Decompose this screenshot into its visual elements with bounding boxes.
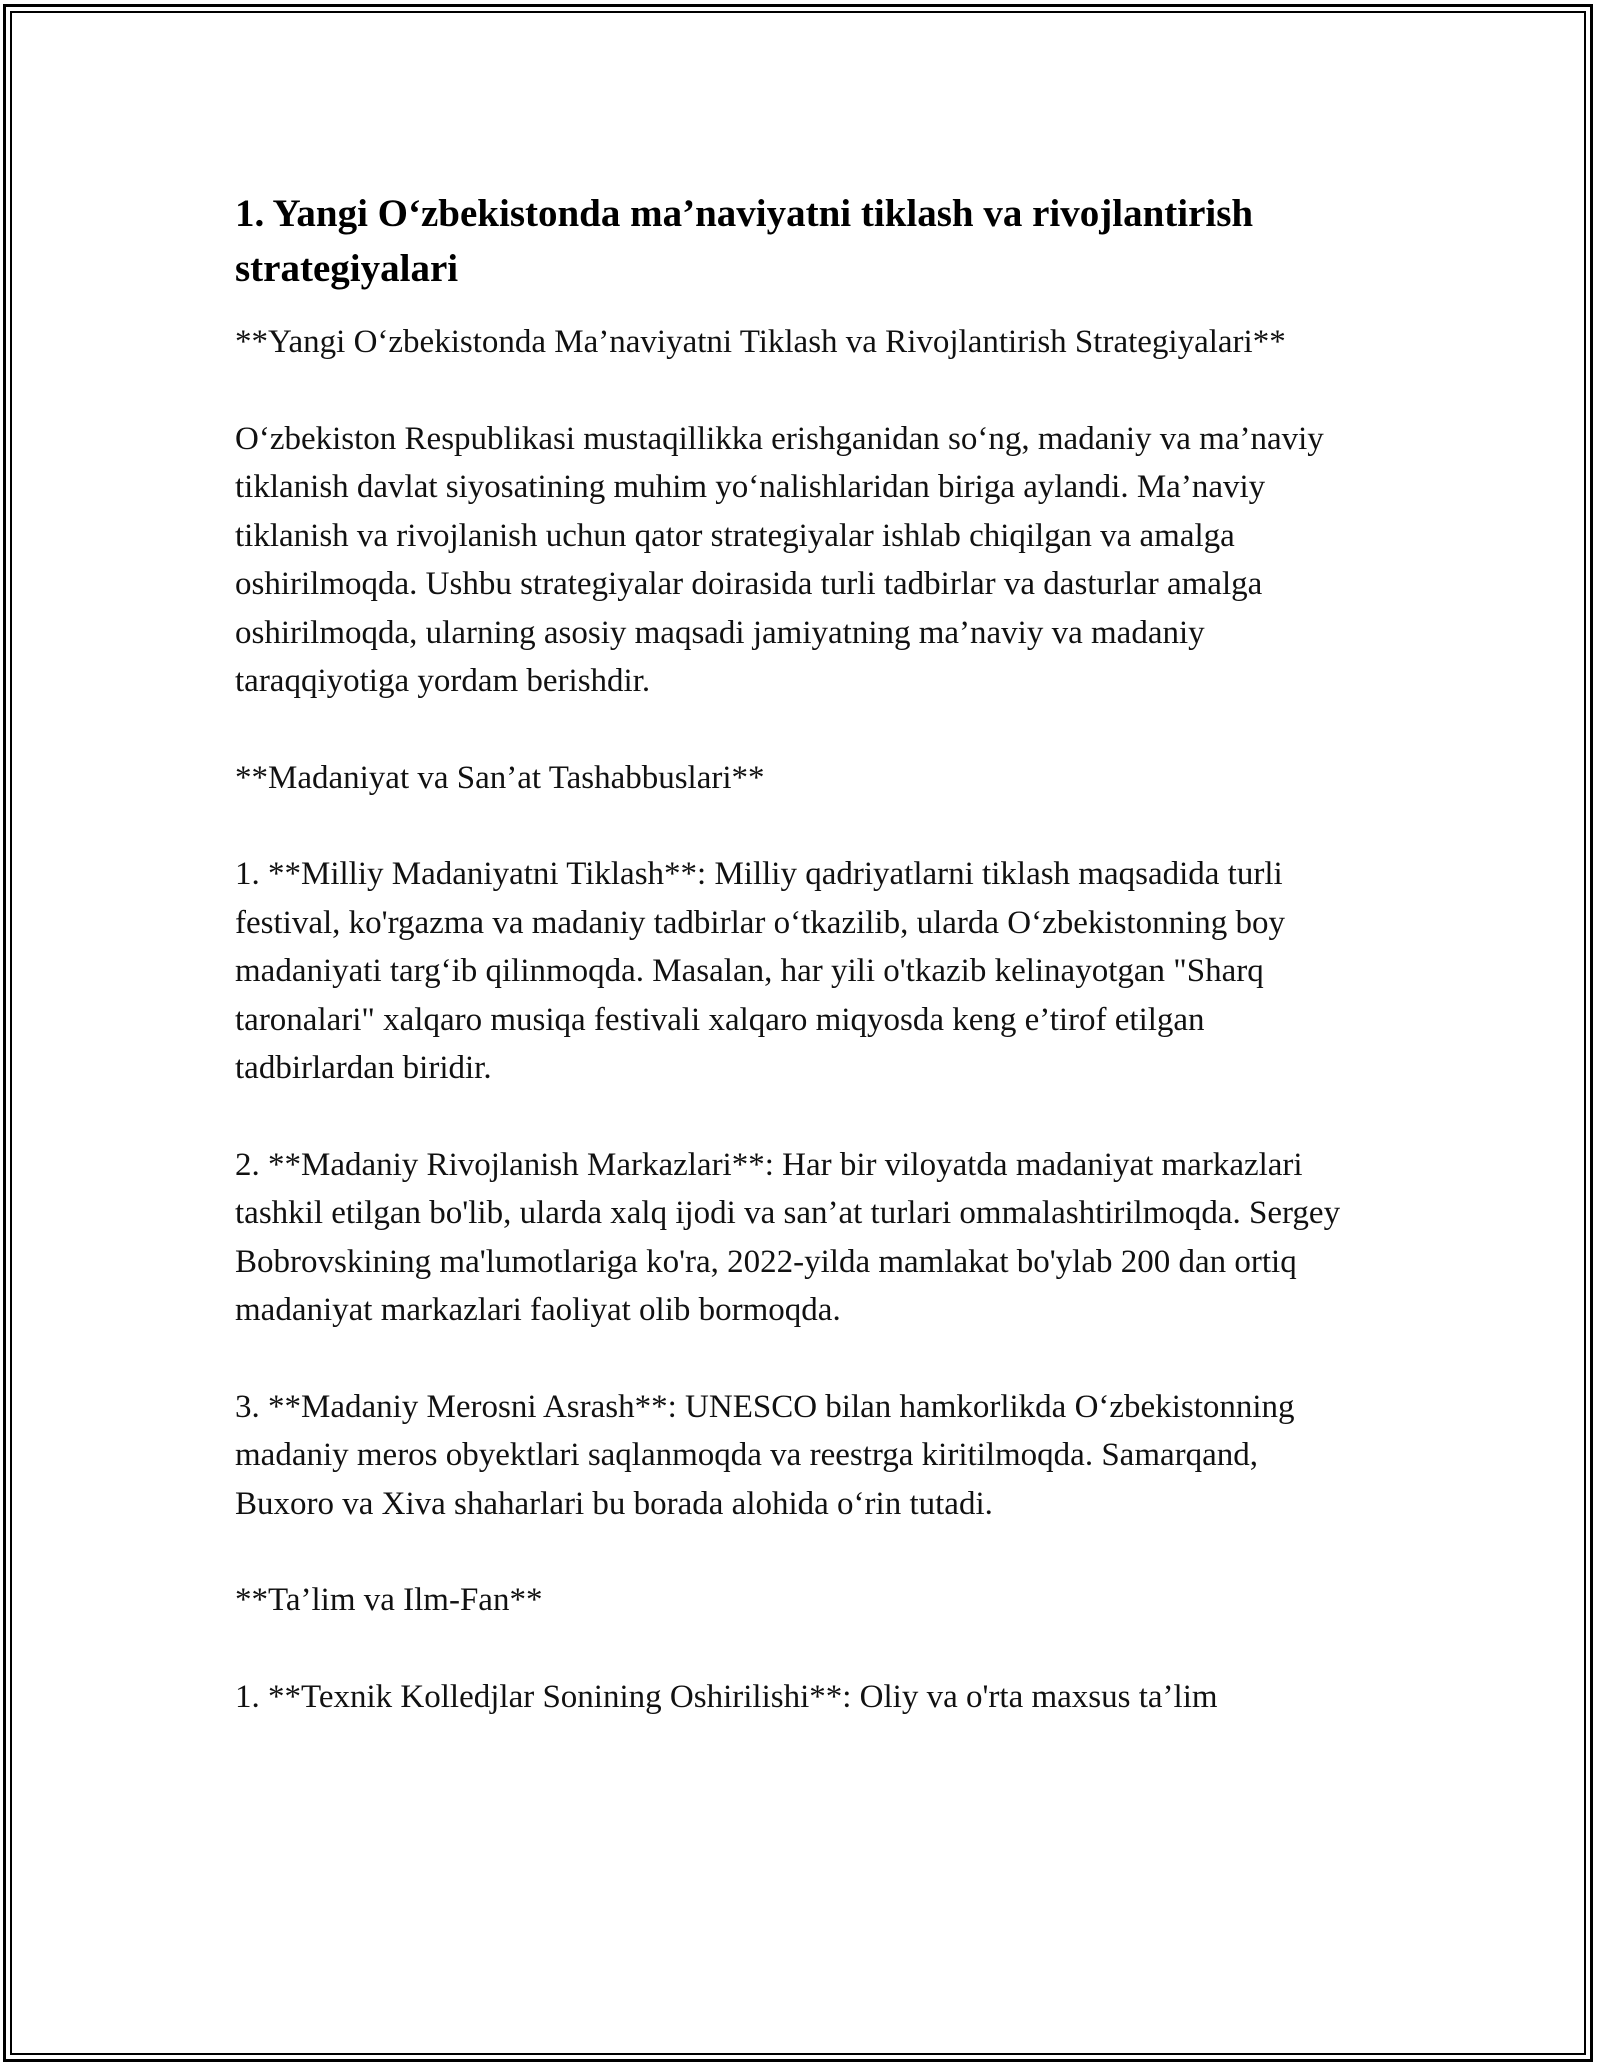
paragraph-heading-education: **Ta’lim va Ilm-Fan** <box>235 1582 543 1618</box>
paragraph-item-colleges: 1. **Texnik Kolledjlar Sonining Oshirilishi**: Oliy va o'rta maxsus ta’lim <box>235 1678 1218 1715</box>
paragraph-item-national-culture: 1. **Milliy Madaniyatni Tiklash**: Milliy qadriyatlarni tiklash maqsadida turli festival, ko'rgazma va madaniy tadbirlar o‘tkazilib, ularda O‘zbekistonning boy madaniyati targ‘ib qilinmoqda. Masalan, har yili o'tkazib kelinayotgan "Sharq taronalari" xalqaro musiqa festivali xalqaro miqyosda keng e’tirof etilgan tadbirlardan biridir. <box>235 856 1286 1086</box>
document-title: 1. Yangi O‘zbekistonda ma’naviyatni tiklash va rivojlantirish strategiyalari <box>235 192 1254 290</box>
document-body <box>235 186 1365 1769</box>
paragraph-heading-culture: **Madaniyat va San’at Tashabbuslari** <box>235 759 765 796</box>
paragraph-heading-main: **Yangi O‘zbekistonda Ma’naviyatni Tiklash va Rivojlantirish Strategiyalari** <box>235 324 1286 360</box>
paragraph-item-cultural-centers: 2. **Madaniy Rivojlanish Markazlari**: Har bir viloyatda madaniyat markazlari tashkil etilgan bo'lib, ularda xalq ijodi va san’at turlari ommalashtirilmoqda. Sergey Bobrovskining ma'lumotlariga ko'ra, 2022-yilda mamlakat bo'ylab 200 dan ortiq madaniyat markazlari faoliyat olib bormoqda. <box>235 1146 1341 1328</box>
paragraph-item-heritage: 3. **Madaniy Merosni Asrash**: UNESCO bilan hamkorlikda O‘zbekistonning madaniy meros obyektlari saqlanmoqda va reestrga kiritilmoqda. Samarqand, Buxoro va Xiva shaharlari bu borada alohida o‘rin tutadi. <box>235 1388 1295 1522</box>
paragraph-intro: O‘zbekiston Respublikasi mustaqillikka erishganidan so‘ng, madaniy va ma’naviy tiklanish davlat siyosatining muhim yo‘nalishlaridan biriga aylandi. Ma’naviy tiklanish va rivojlanish uchun qator strategiyalar ishlab chiqilgan va amalga oshirilmoqda. Ushbu strategiyalar doirasida turli tadbirlar va dasturlar amalga oshirilmoqda, ularning asosiy maqsadi jamiyatning ma’naviy va madaniy taraqqiyotiga yordam berishdir. <box>235 420 1324 699</box>
